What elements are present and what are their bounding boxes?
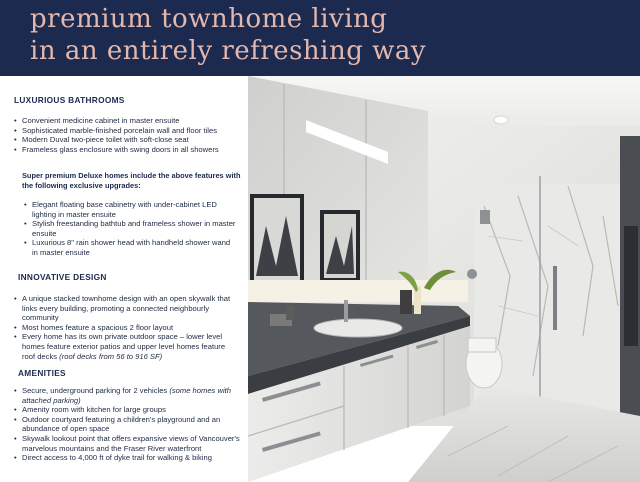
list-item: • Sophisticated marble-finished porcelain wall and floor tiles [14,126,240,136]
banner-title-line-2: in an entirely refreshing way [30,36,427,66]
list-item: • Luxurious 8" rain shower head with handheld shower wand in master ensuite [24,238,238,257]
amenities-list [14,386,240,463]
list-item: • Most homes feature a spacious 2 floor layout [14,323,240,333]
bathrooms-list [14,116,240,154]
design-heading: INNOVATIVE DESIGN [18,272,107,282]
parking-text: Secure, underground parking for 2 vehicles [22,386,168,395]
deluxe-list [24,200,238,258]
design-list [14,294,240,361]
list-item: • Convenient medicine cabinet in master ensuite [14,116,240,126]
list-item [14,386,240,405]
list-item: • Outdoor courtyard featuring a children's playground and an abundance of open space [14,415,240,434]
patio-text: Every home has its own private outdoor space – lower level homes feature exterior patios and upper level homes feature roof decks [22,332,226,361]
banner-title-line-1: premium townhome living [30,4,388,34]
list-item: • Direct access to 4,000 ft of dyke trail for walking & biking [14,453,240,463]
list-item: • Modern Duval two-piece toilet with soft-close seat [14,135,240,145]
list-item: • Frameless glass enclosure with swing doors in all showers [14,145,240,155]
bathroom-photo [248,76,640,482]
amenities-heading: AMENITIES [18,368,66,378]
list-item: • A unique stacked townhome design with an open skywalk that links every building, promoting a connected neighbourly community [14,294,240,323]
list-item: • Skywalk lookout point that offers expansive views of Vancouver's marvelous mountains and the Fraser River waterfront [14,434,240,453]
deluxe-intro: Super premium Deluxe homes include the above features with the following exclusive upgrades: [22,171,241,190]
features-column [0,76,248,482]
parking-note: (some homes with attached parking) [22,386,231,405]
list-item: • Stylish freestanding bathtub and frameless shower in master ensuite [24,219,238,238]
patio-note: (roof decks from 56 to 916 SF) [59,351,163,361]
list-item: • Amenity room with kitchen for large groups [14,405,240,415]
list-item: • Elegant floating base cabinetry with under-cabinet LED lighting in master ensuite [24,200,238,219]
list-item [14,332,240,361]
bathrooms-heading: LUXURIOUS BATHROOMS [14,95,125,105]
header-banner [0,0,640,76]
